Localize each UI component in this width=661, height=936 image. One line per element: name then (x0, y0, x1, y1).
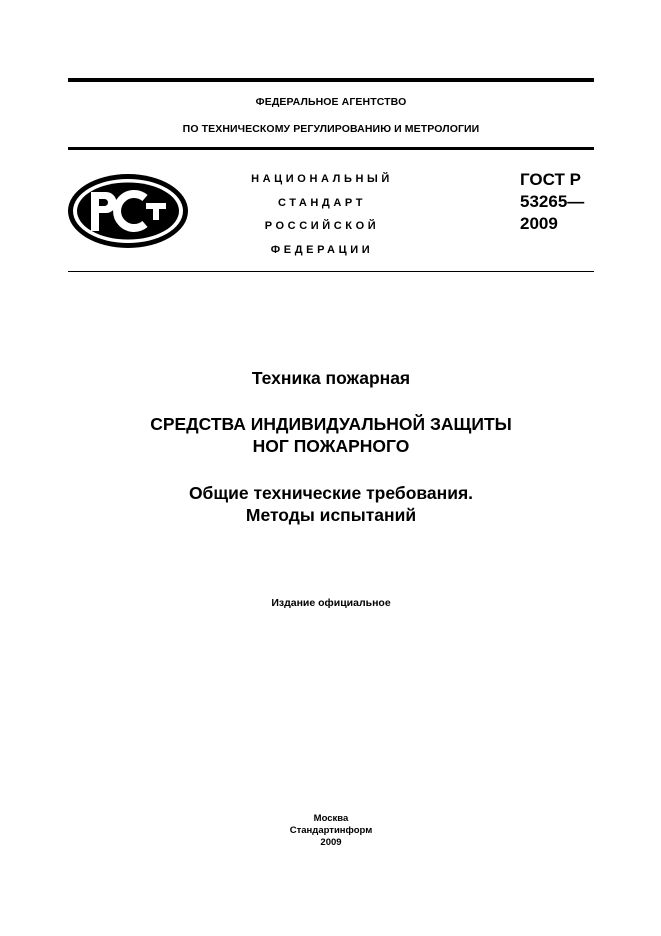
designation-line-3: 2009 (520, 214, 558, 233)
subtitle-line-2: Методы испытаний (245, 505, 417, 525)
designation-line-2: 53265— (520, 192, 585, 211)
subtitle-line-1: Общие технические требования. (188, 483, 474, 503)
designation-line-1: ГОСТ Р (520, 170, 581, 189)
imprint-city: Москва (313, 813, 349, 824)
document-category: Техника пожарная (251, 368, 411, 388)
agency-line-1: ФЕДЕРАЛЬНОЕ АГЕНТСТВО (255, 96, 407, 108)
title-line-1: СРЕДСТВА ИНДИВИДУАЛЬНОЙ ЗАЩИТЫ (150, 414, 512, 434)
title-line-2: НОГ ПОЖАРНОГО (252, 436, 410, 456)
imprint-publisher: Стандартинформ (289, 825, 373, 836)
national-standard-line-2: СТАНДАРТ (277, 196, 367, 209)
standard-designation (520, 169, 584, 235)
rst-logo-icon (66, 172, 190, 250)
imprint-year: 2009 (320, 837, 342, 848)
imprint (68, 813, 594, 849)
agency-line-2: ПО ТЕХНИЧЕСКОМУ РЕГУЛИРОВАНИЮ И МЕТРОЛОГИИ (182, 123, 480, 135)
national-standard-line-1: НАЦИОНАЛЬНЫЙ (251, 173, 393, 185)
national-standard-line-4: ФЕДЕРАЦИИ (270, 243, 374, 256)
national-standard-label (222, 168, 422, 262)
document-subtitle (68, 482, 594, 526)
national-standard-line-3: РОССИЙСКОЙ (264, 220, 380, 232)
bottom-rule (68, 271, 594, 272)
top-rule (68, 78, 594, 82)
middle-rule (68, 147, 594, 150)
edition-label: Издание официальное (271, 597, 391, 609)
document-title (68, 413, 594, 457)
